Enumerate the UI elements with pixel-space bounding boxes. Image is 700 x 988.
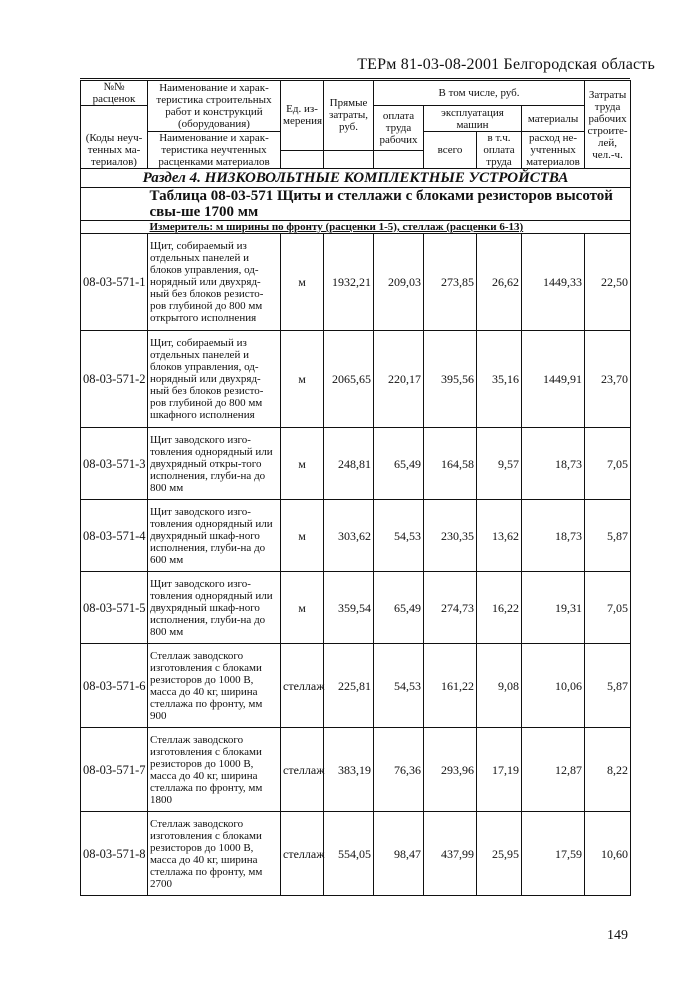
rate-materials: 18,73 [522, 428, 585, 500]
col-code-line2: расценок [92, 93, 136, 105]
blank-cell [81, 221, 148, 234]
rate-hours: 7,05 [585, 428, 631, 500]
rate-unit: стеллаж [281, 728, 324, 812]
rate-direct: 225,81 [324, 644, 374, 728]
section-title: Раздел 4. НИЗКОВОЛЬТНЫЕ КОМПЛЕКТНЫЕ УСТРОЙСТВА [81, 169, 631, 188]
rate-unit: стеллаж [281, 812, 324, 896]
blank-cell [324, 150, 374, 169]
rate-labor: 209,03 [374, 234, 424, 331]
rate-machines-pay: 35,16 [477, 331, 522, 428]
blank-cell [281, 150, 324, 169]
rate-name: Щит, собираемый из отдельных панелей и блоков управления, од-норядный или двухряд-ный без блоков резисто-ров глубиной до 800 мм шкафного исполнения [148, 331, 281, 428]
rate-unit: м [281, 234, 324, 331]
rate-machines-pay: 26,62 [477, 234, 522, 331]
rate-unit: м [281, 331, 324, 428]
rate-materials: 17,59 [522, 812, 585, 896]
rate-direct: 248,81 [324, 428, 374, 500]
rate-hours: 22,50 [585, 234, 631, 331]
rate-code: 08-03-571-1 [81, 234, 148, 331]
rate-labor: 65,49 [374, 428, 424, 500]
rate-labor: 220,17 [374, 331, 424, 428]
rate-materials: 12,87 [522, 728, 585, 812]
rate-machines: 395,56 [424, 331, 477, 428]
rate-labor: 65,49 [374, 572, 424, 644]
col-machines-total-header: всего [424, 132, 477, 169]
rate-code: 08-03-571-3 [81, 428, 148, 500]
rate-materials: 18,73 [522, 500, 585, 572]
rate-code: 08-03-571-8 [81, 812, 148, 896]
rate-hours: 8,22 [585, 728, 631, 812]
rate-machines: 437,99 [424, 812, 477, 896]
rate-direct: 554,05 [324, 812, 374, 896]
rate-machines: 164,58 [424, 428, 477, 500]
rate-hours: 23,70 [585, 331, 631, 428]
rate-direct: 1932,21 [324, 234, 374, 331]
rate-unit: стеллаж [281, 644, 324, 728]
table-title: Таблица 08-03-571 Щиты и стеллажи с блоками резисторов высотой свы-ше 1700 мм [148, 188, 631, 221]
col-machines-incl-header: в т.ч. оплата труда [477, 132, 522, 169]
rate-name: Стеллаж заводского изготовления с блоками резисторов до 1000 В, масса до 40 кг, ширина стеллажа по фронту, мм 2700 [148, 812, 281, 896]
table-row [81, 728, 631, 812]
rate-direct: 383,19 [324, 728, 374, 812]
rate-labor: 54,53 [374, 644, 424, 728]
table-row [81, 428, 631, 500]
rate-code: 08-03-571-2 [81, 331, 148, 428]
col-materials-alt-header: расход не-учтенных материалов [522, 132, 585, 169]
rate-name: Щит заводского изго-товления однорядный или двухрядный откры-того исполнения, глуби-на до 800 мм [148, 428, 281, 500]
rate-code: 08-03-571-5 [81, 572, 148, 644]
rate-code: 08-03-571-7 [81, 728, 148, 812]
col-name-header: Наименование и харак-теристика строительных работ и конструкций (оборудования) [148, 81, 281, 132]
table-row [81, 331, 631, 428]
rate-name: Щит заводского изго-товления однорядный или двухрядный шкаф-ного исполнения, глуби-на до 800 мм [148, 572, 281, 644]
rate-code: 08-03-571-4 [81, 500, 148, 572]
rate-hours: 10,60 [585, 812, 631, 896]
col-unit-header: Ед. из-мерения [281, 81, 324, 151]
rate-machines-pay: 9,57 [477, 428, 522, 500]
rate-name: Щит, собираемый из отдельных панелей и блоков управления, од-норядный или двухряд-ный без блоков резисто-ров глубиной до 800 мм открытого исполнения [148, 234, 281, 331]
col-machines-header: эксплуатация машин [424, 106, 522, 132]
col-name-alt-header: Наименование и харак-теристика неучтенных расценками материалов [148, 132, 281, 169]
table-row [81, 572, 631, 644]
rate-code: 08-03-571-6 [81, 644, 148, 728]
rate-unit: м [281, 572, 324, 644]
rate-direct: 303,62 [324, 500, 374, 572]
rate-machines: 273,85 [424, 234, 477, 331]
rate-direct: 359,54 [324, 572, 374, 644]
rate-labor: 54,53 [374, 500, 424, 572]
rate-machines-pay: 17,19 [477, 728, 522, 812]
page-number: 149 [607, 928, 628, 943]
col-labor-cost-header: Затраты труда рабочих строите-лей, чел.-ч. [585, 81, 631, 169]
rate-name: Стеллаж заводского изготовления с блоками резисторов до 1000 В, масса до 40 кг, ширина стеллажа по фронту, мм 1800 [148, 728, 281, 812]
rate-labor: 98,47 [374, 812, 424, 896]
rate-machines-pay: 16,22 [477, 572, 522, 644]
rate-hours: 5,87 [585, 644, 631, 728]
rate-name: Щит заводского изго-товления однорядный или двухрядный шкаф-ного исполнения, глуби-на до 600 мм [148, 500, 281, 572]
rate-machines-pay: 9,08 [477, 644, 522, 728]
rate-materials: 1449,33 [522, 234, 585, 331]
col-code-line1: №№ [103, 81, 125, 93]
rate-labor: 76,36 [374, 728, 424, 812]
col-code-header [81, 81, 148, 106]
rate-materials: 19,31 [522, 572, 585, 644]
rate-name: Стеллаж заводского изготовления с блоками резисторов до 1000 В, масса до 40 кг, ширина стеллажа по фронту, мм 900 [148, 644, 281, 728]
rate-direct: 2065,65 [324, 331, 374, 428]
rate-unit: м [281, 428, 324, 500]
rate-machines: 161,22 [424, 644, 477, 728]
col-code-alt-header: (Коды неуч-тенных ма-териалов) [81, 106, 148, 169]
rate-machines: 274,73 [424, 572, 477, 644]
table-row [81, 234, 631, 331]
table-row [81, 812, 631, 896]
rate-machines: 230,35 [424, 500, 477, 572]
rate-machines-pay: 25,95 [477, 812, 522, 896]
header-rule [80, 78, 630, 79]
col-materials-header: материалы [522, 106, 585, 132]
rate-unit: м [281, 500, 324, 572]
table-row [81, 644, 631, 728]
rate-hours: 5,87 [585, 500, 631, 572]
col-incl-header: В том числе, руб. [374, 81, 585, 106]
page-header: ТЕРм 81-03-08-2001 Белгородская область [357, 56, 655, 73]
rate-materials: 10,06 [522, 644, 585, 728]
rate-machines-pay: 13,62 [477, 500, 522, 572]
rate-machines: 293,96 [424, 728, 477, 812]
rates-table [80, 80, 631, 896]
blank-cell [81, 188, 148, 221]
table-row [81, 500, 631, 572]
blank-cell [374, 150, 424, 169]
measure-line: Измеритель: м ширины по фронту (расценки 1-5), стеллаж (расценки 6-13) [148, 221, 631, 234]
rate-hours: 7,05 [585, 572, 631, 644]
rate-materials: 1449,91 [522, 331, 585, 428]
col-direct-header: Прямые затраты, руб. [324, 81, 374, 151]
col-labor-pay-header: оплата труда рабочих [374, 106, 424, 151]
